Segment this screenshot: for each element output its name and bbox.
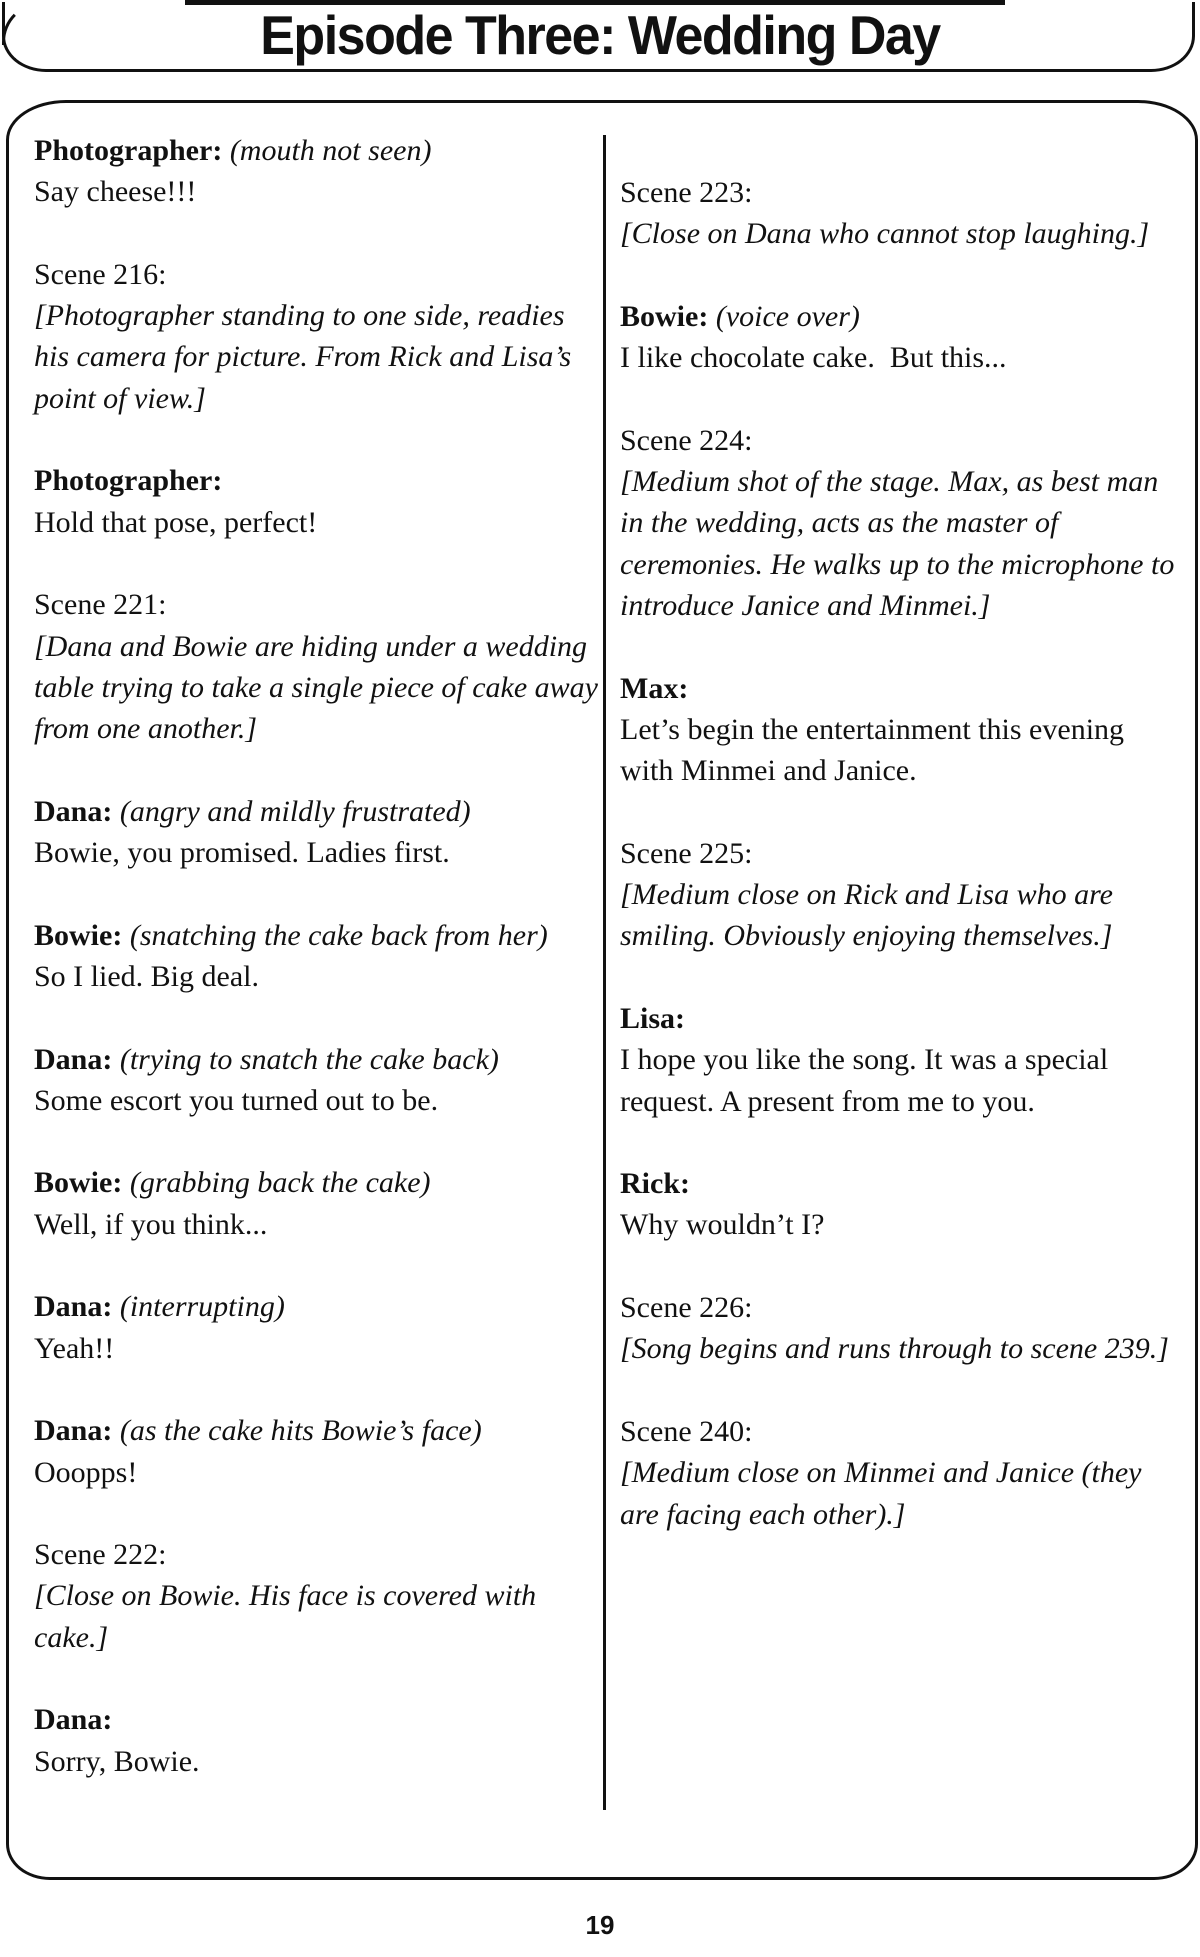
- dialogue-block: [34, 915, 599, 998]
- scene-block: [34, 1534, 599, 1658]
- column-divider: [603, 135, 606, 1810]
- scene-description: [Medium close on Rick and Lisa who are smiling. Obviously enjoying themselves.]: [620, 878, 1113, 953]
- stage-direction: (angry and mildly frustrated): [119, 794, 471, 828]
- speaker-name: Dana:: [34, 794, 113, 828]
- page-title: Episode Three: Wedding Day: [260, 5, 940, 67]
- scene-description: [Medium shot of the stage. Max, as best man in the wedding, acts as the master of ceremonies. He walks up to the microphone to introduce Janice and Minmei.]: [620, 465, 1175, 622]
- scene-block: [620, 172, 1180, 255]
- scene-description: [Close on Bowie. His face is covered with cake.]: [34, 1579, 537, 1654]
- dialogue-line: Sorry, Bowie.: [34, 1744, 200, 1778]
- dialogue-line: I hope you like the song. It was a special request. A present from me to you.: [620, 1043, 1109, 1118]
- scene-heading: Scene 223:: [620, 176, 753, 209]
- dialogue-line: So I lied. Big deal.: [34, 959, 259, 993]
- dialogue-block: [620, 1163, 1180, 1246]
- scene-block: [620, 1287, 1180, 1370]
- dialogue-block: [620, 296, 1180, 379]
- scene-heading: Scene 224:: [620, 423, 753, 457]
- dialogue-line: Why wouldn’t I?: [620, 1208, 825, 1242]
- stage-direction: (snatching the cake back from her): [129, 918, 548, 952]
- dialogue-line: Some escort you turned out to be.: [34, 1083, 439, 1117]
- dialogue-line: Yeah!!: [34, 1331, 115, 1365]
- dialogue-line: Ooopps!: [34, 1455, 138, 1489]
- stage-direction: (voice over): [715, 299, 860, 333]
- stage-direction: (mouth not seen): [229, 134, 432, 167]
- stage-direction: (as the cake hits Bowie’s face): [119, 1414, 482, 1448]
- speaker-name: Bowie:: [620, 299, 709, 333]
- dialogue-block: [620, 668, 1180, 792]
- scene-block: [620, 1411, 1180, 1535]
- scene-block: [34, 584, 599, 749]
- dialogue-block: [34, 1286, 599, 1369]
- scene-description: [Close on Dana who cannot stop laughing.]: [620, 217, 1150, 251]
- scene-description: [Photographer standing to one side, readies his camera for picture. From Rick and Lisa’s point of view.]: [34, 299, 572, 415]
- dialogue-block: [620, 998, 1180, 1122]
- dialogue-block: [34, 130, 599, 213]
- scene-block: [620, 833, 1180, 957]
- dialogue-line: Bowie, you promised. Ladies first.: [34, 836, 450, 870]
- speaker-name: Dana:: [34, 1703, 113, 1737]
- speaker-name: Max:: [620, 671, 689, 705]
- speaker-name: Photographer:: [34, 464, 223, 498]
- dialogue-line: I like chocolate cake. But this...: [620, 341, 1007, 375]
- scene-heading: Scene 225:: [620, 836, 753, 870]
- stage-direction: (grabbing back the cake): [129, 1166, 431, 1200]
- speaker-name: Dana:: [34, 1414, 113, 1448]
- stage-direction: (trying to snatch the cake back): [119, 1042, 499, 1076]
- page-number: 19: [585, 1910, 615, 1940]
- dialogue-line: Say cheese!!!: [34, 175, 197, 209]
- speaker-name: Rick:: [620, 1167, 690, 1201]
- speaker-name: Bowie:: [34, 918, 123, 952]
- dialogue-block: [34, 1162, 599, 1245]
- scene-block: [34, 254, 599, 419]
- dialogue-line: Let’s begin the entertainment this evening with Minmei and Janice.: [620, 712, 1125, 788]
- scene-description: [Medium close on Minmei and Janice (they are facing each other).]: [620, 1456, 1142, 1531]
- scene-heading: Scene 240:: [620, 1414, 753, 1448]
- scene-description: [Dana and Bowie are hiding under a wedding table trying to take a single piece of cake away from one another.]: [34, 629, 598, 746]
- speaker-name: Dana:: [34, 1290, 113, 1324]
- speaker-name: Bowie:: [34, 1166, 123, 1200]
- speaker-name: Dana:: [34, 1042, 113, 1076]
- scene-heading: Scene 221:: [34, 588, 167, 622]
- scene-block: [620, 420, 1180, 626]
- right-column: [620, 172, 1180, 1576]
- dialogue-block: [34, 1410, 599, 1493]
- speaker-name: Lisa:: [620, 1001, 686, 1035]
- scene-heading: Scene 226:: [620, 1291, 753, 1325]
- left-column: [34, 130, 599, 1823]
- dialogue-block: [34, 791, 599, 874]
- scene-description: [Song begins and runs through to scene 239.]: [620, 1332, 1169, 1366]
- speaker-name: Photographer:: [34, 134, 223, 167]
- scene-heading: Scene 216:: [34, 257, 167, 291]
- dialogue-line: Hold that pose, perfect!: [34, 505, 318, 539]
- dialogue-block: [34, 1039, 599, 1122]
- dialogue-block: [34, 1699, 599, 1782]
- scene-heading: Scene 222:: [34, 1538, 167, 1572]
- stage-direction: (interrupting): [119, 1290, 285, 1324]
- dialogue-line: Well, if you think...: [34, 1207, 268, 1241]
- dialogue-block: [34, 460, 599, 543]
